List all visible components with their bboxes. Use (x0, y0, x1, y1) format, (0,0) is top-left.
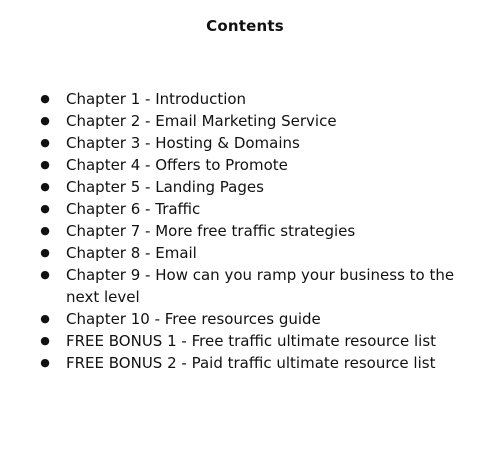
list-item-label: Chapter 1 - Introduction (66, 90, 247, 108)
list-item-label: Chapter 4 - Offers to Promote (66, 156, 288, 174)
list-item (0, 110, 480, 132)
list-item-label: Chapter 5 - Landing Pages (66, 178, 264, 196)
list-item (0, 132, 480, 154)
list-item-label: Chapter 2 - Email Marketing Service (66, 112, 337, 130)
bullet-icon: ● (40, 224, 50, 237)
bullet-icon: ● (40, 92, 50, 105)
list-item (0, 330, 480, 352)
list-item-label: Chapter 3 - Hosting & Domains (66, 134, 300, 152)
list-item-label: Chapter 7 - More free traffic strategies (66, 222, 356, 240)
list-item (0, 308, 480, 330)
bullet-icon: ● (40, 246, 50, 259)
contents-title: Contents (206, 17, 284, 35)
bullet-icon: ● (40, 356, 50, 369)
bullet-icon: ● (40, 158, 50, 171)
list-item (0, 242, 480, 264)
bullet-icon: ● (40, 312, 50, 325)
list-item-label: Chapter 8 - Email (66, 244, 197, 262)
table-of-contents-list (0, 88, 480, 374)
list-item (0, 154, 480, 176)
bullet-icon: ● (40, 268, 50, 281)
list-item (0, 198, 480, 220)
list-item-label: Chapter 9 - How can you ramp your business to the next level (66, 266, 455, 306)
list-item (0, 220, 480, 242)
bullet-icon: ● (40, 136, 50, 149)
list-item (0, 176, 480, 198)
list-item-label: Chapter 6 - Traffic (66, 200, 201, 218)
list-item-label: FREE BONUS 2 - Paid traffic ultimate resource list (66, 354, 436, 372)
list-item-label: FREE BONUS 1 - Free traffic ultimate resource list (66, 332, 437, 350)
bullet-icon: ● (40, 202, 50, 215)
bullet-icon: ● (40, 334, 50, 347)
bullet-icon: ● (40, 180, 50, 193)
list-item (0, 264, 480, 308)
bullet-icon: ● (40, 114, 50, 127)
list-item (0, 88, 480, 110)
list-item (0, 352, 480, 374)
list-item-label: Chapter 10 - Free resources guide (66, 310, 321, 328)
